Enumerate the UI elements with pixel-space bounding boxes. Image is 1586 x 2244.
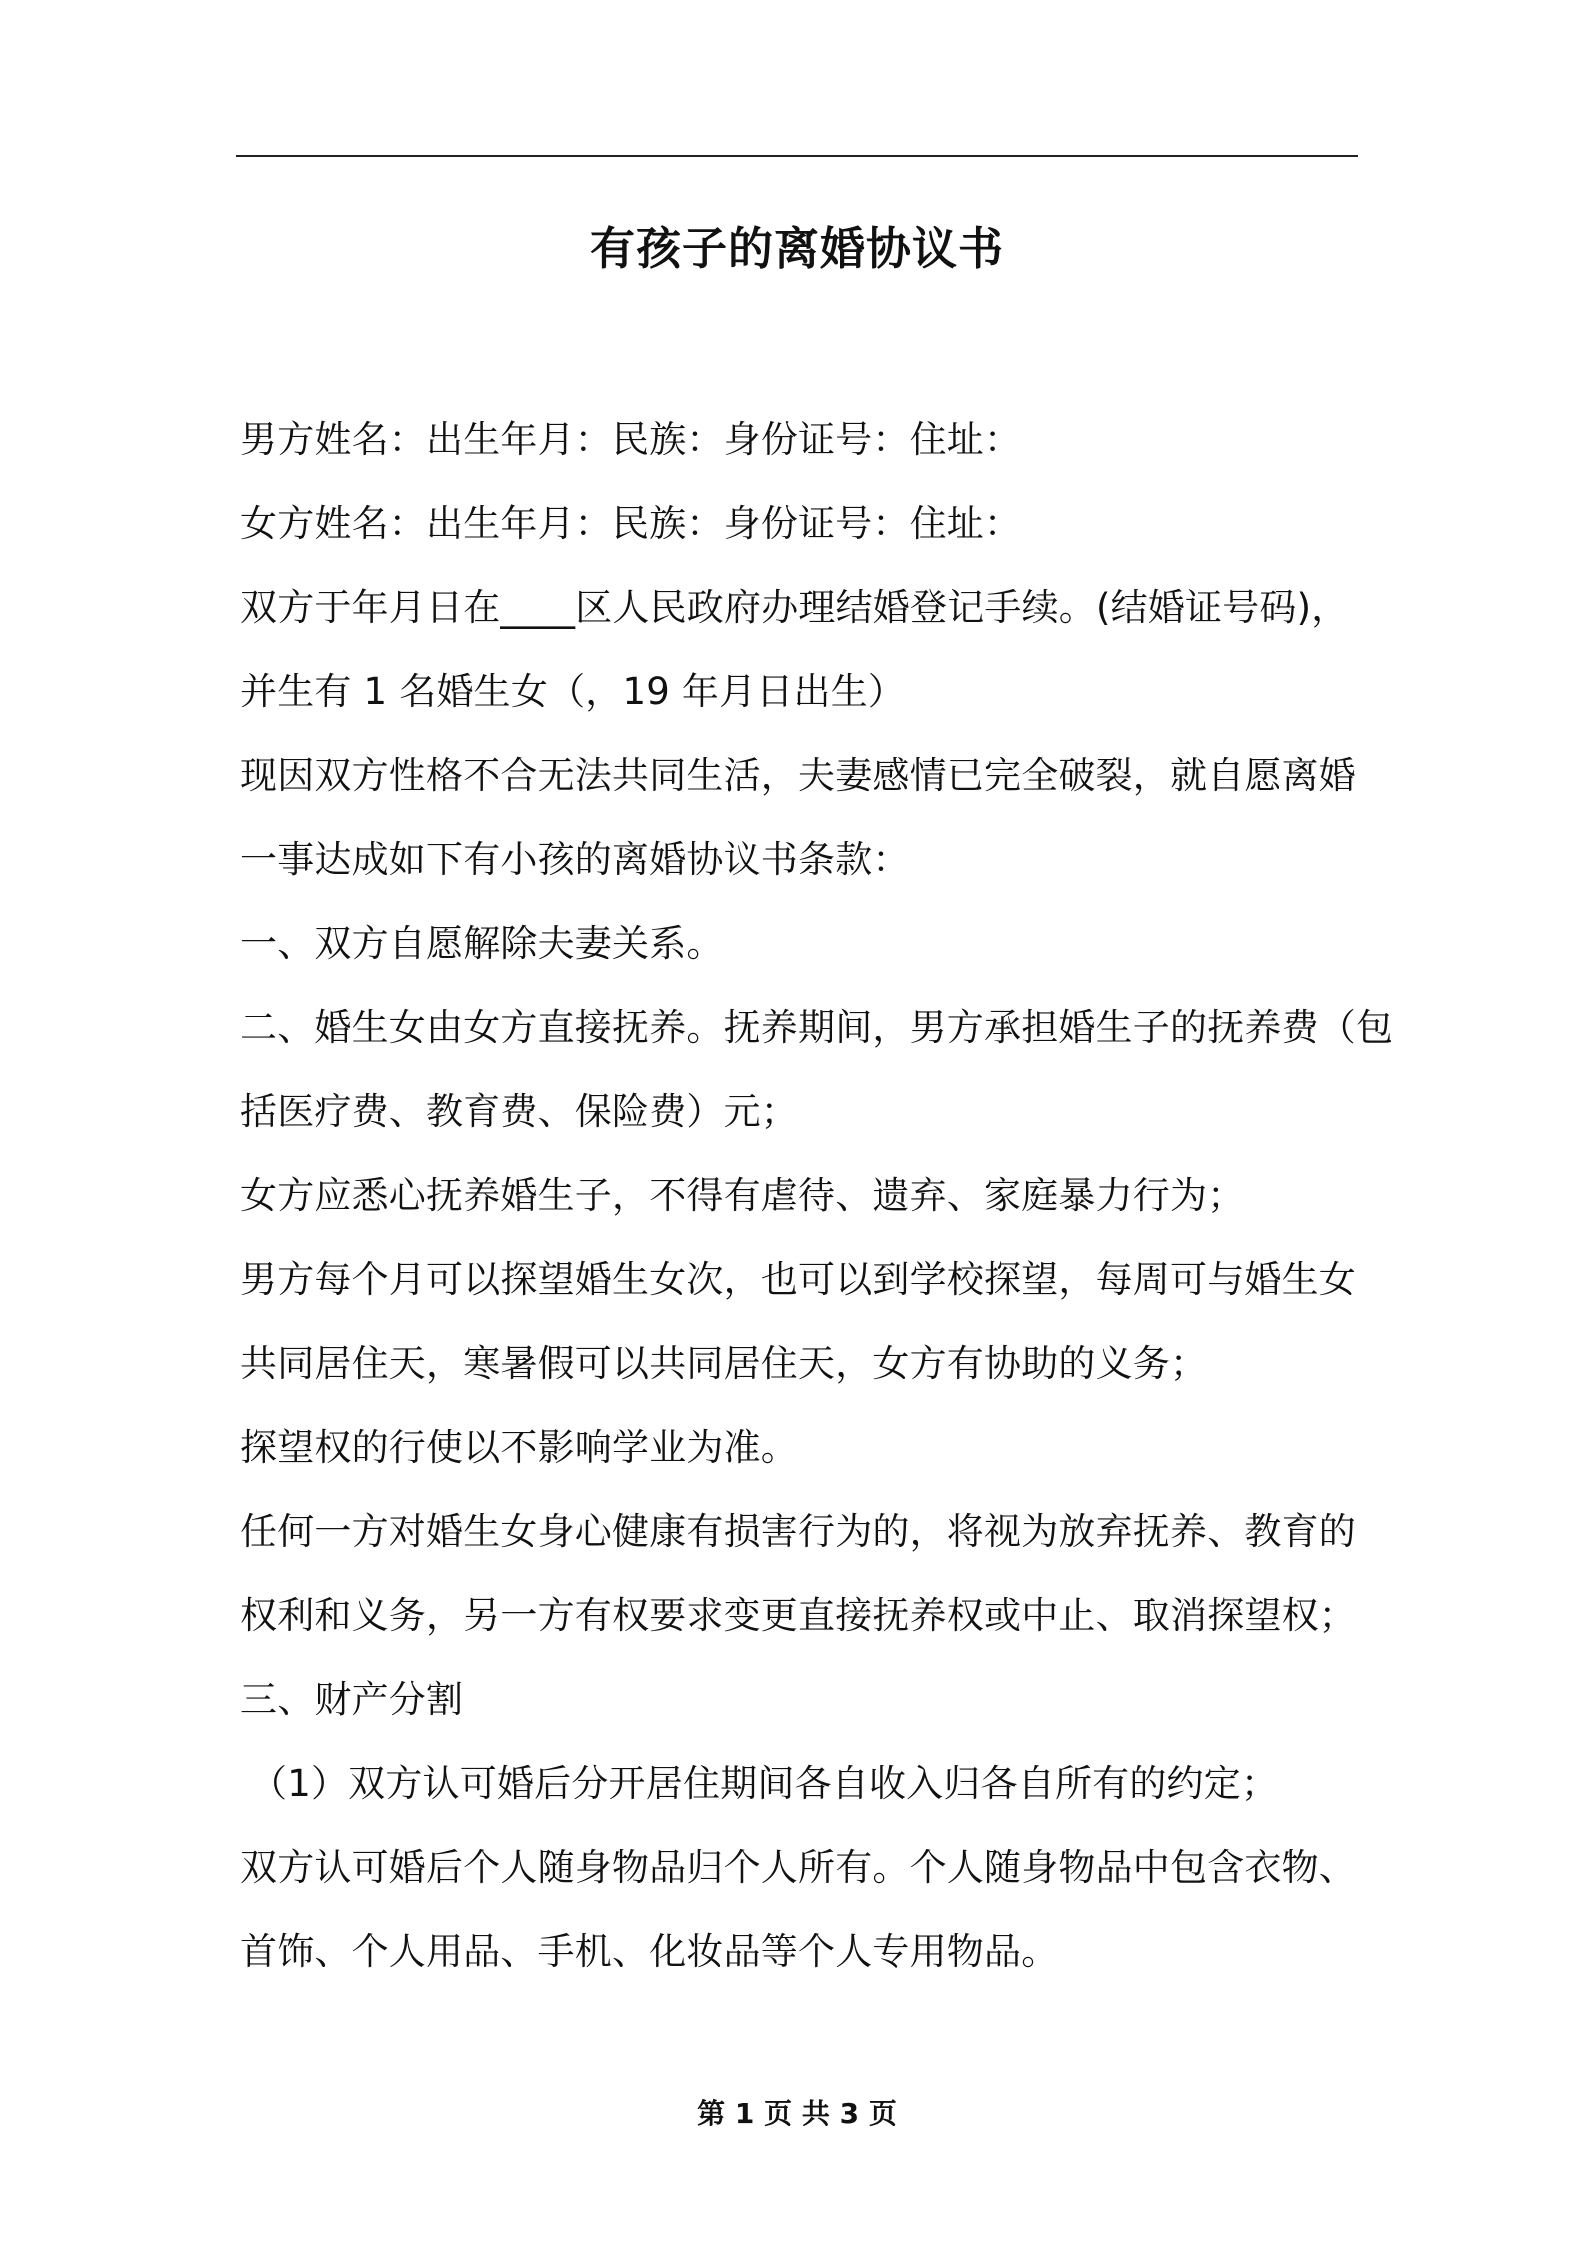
clause-two: 二、婚生女由女方直接抚养。抚养期间，男方承担婚生子的抚养费（包 (240, 1006, 1394, 1049)
paragraph-line-male-info: 男方姓名：出生年月：民族：身份证号：住址： (240, 418, 1022, 461)
paragraph-line-care-duty: 女方应悉心抚养婚生子，不得有虐待、遗弃、家庭暴力行为； (240, 1174, 1245, 1217)
clause-three-heading: 三、财产分割 (240, 1678, 464, 1721)
document-body (240, 398, 1394, 1994)
header-rule (236, 155, 1358, 157)
paragraph-line-visitation: 男方每个月可以探望婚生女次，也可以到学校探望，每周可与婚生女 (240, 1258, 1356, 1301)
paragraph-line-divorce-reason: 现因双方性格不合无法共同生活，夫妻感情已完全破裂，就自愿离婚 (240, 754, 1356, 797)
paragraph-line-visitation-continued: 共同居住天，寒暑假可以共同居住天，女方有协助的义务； (240, 1342, 1208, 1385)
paragraph-line-child-birth: 并生有 1 名婚生女（，19 年月日出生） (240, 670, 906, 713)
paragraph-line-marriage-registration: 双方于年月日在____区人民政府办理结婚登记手续。(结婚证号码)， (240, 586, 1349, 629)
clause-three-item-one: （1）双方认可婚后分开居住期间各自收入归各自所有的约定； (250, 1762, 1279, 1805)
clause-one: 一、双方自愿解除夫妻关系。 (240, 922, 724, 965)
document-title: 有孩子的离婚协议书 (589, 222, 1004, 275)
paragraph-line-visitation-limit: 探望权的行使以不影响学业为准。 (240, 1426, 798, 1469)
paragraph-line-harm-clause: 任何一方对婚生女身心健康有损害行为的，将视为放弃抚养、教育的 (240, 1510, 1356, 1553)
paragraph-line-agreement-intro: 一事达成如下有小孩的离婚协议书条款： (240, 838, 910, 881)
paragraph-line-personal-items-continued: 首饰、个人用品、手机、化妆品等个人专用物品。 (240, 1930, 1059, 1973)
paragraph-line-female-info: 女方姓名：出生年月：民族：身份证号：住址： (240, 502, 1022, 545)
paragraph-line-personal-items: 双方认可婚后个人随身物品归个人所有。个人随身物品中包含衣物、 (240, 1846, 1356, 1889)
page-number-footer: 第 1 页 共 3 页 (697, 2097, 897, 2130)
clause-two-continued: 括医疗费、教育费、保险费）元； (240, 1090, 798, 1133)
paragraph-line-harm-clause-continued: 权利和义务，另一方有权要求变更直接抚养权或中止、取消探望权； (240, 1594, 1356, 1637)
